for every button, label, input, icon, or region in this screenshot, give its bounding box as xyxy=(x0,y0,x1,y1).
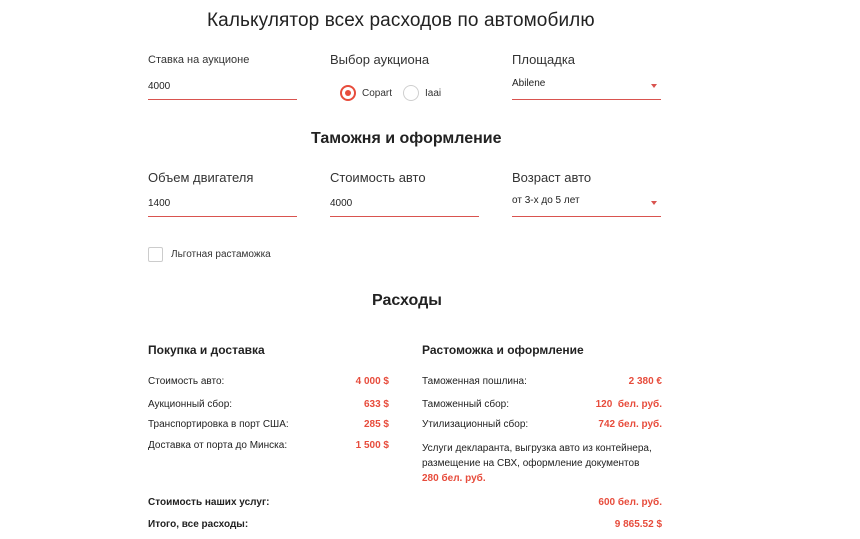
radio-iaai[interactable] xyxy=(403,85,441,101)
engine-volume-field[interactable] xyxy=(148,193,297,217)
chevron-down-icon xyxy=(651,201,657,205)
radio-iaai-label: Iaai xyxy=(425,87,442,99)
radio-copart[interactable] xyxy=(340,85,392,101)
purchase-row-label: Транспортировка в порт США: xyxy=(148,419,289,430)
auction-bid-input[interactable] xyxy=(148,79,297,94)
auction-bid-field[interactable] xyxy=(148,76,297,100)
radio-copart-label: Copart xyxy=(362,87,393,99)
chevron-down-icon xyxy=(651,84,657,88)
site-select[interactable] xyxy=(512,76,661,100)
engine-volume-input[interactable] xyxy=(148,196,297,211)
purchase-row-label: Аукционный сбор: xyxy=(148,399,233,410)
total-label: Итого, все расходы: xyxy=(148,519,249,530)
our-services-value: 600 бел. руб. xyxy=(598,497,662,508)
customs-section-title: Таможня и оформление xyxy=(311,130,502,147)
car-cost-input[interactable] xyxy=(330,196,479,211)
expenses-section-title: Расходы xyxy=(372,292,442,309)
car-age-select[interactable] xyxy=(512,193,661,217)
preferential-customs-label: Льготная растаможка xyxy=(171,249,271,260)
purchase-row-value: 4 000 $ xyxy=(355,376,389,387)
purchase-row-label: Стоимость авто: xyxy=(148,376,225,387)
customs-row-value: 2 380 € xyxy=(628,376,662,387)
declarant-services-line2: размещение на СВХ, оформление документов xyxy=(422,458,640,469)
engine-volume-label: Объем двигателя xyxy=(148,170,254,185)
site-select-value: Abilene xyxy=(512,78,546,89)
radio-copart-indicator xyxy=(340,85,356,101)
declarant-services xyxy=(422,441,672,486)
radio-iaai-indicator xyxy=(403,85,419,101)
car-cost-field[interactable] xyxy=(330,193,479,217)
declarant-services-line1: Услуги декларанта, выгрузка авто из контейнера, xyxy=(422,443,652,454)
checkbox-box xyxy=(148,247,163,262)
preferential-customs-checkbox[interactable] xyxy=(148,247,271,262)
customs-row-label: Таможенная пошлина: xyxy=(422,376,527,387)
customs-clearance-heading: Растоможка и оформление xyxy=(422,343,584,357)
customs-row-label: Таможенный сбор: xyxy=(422,399,510,410)
car-cost-label: Стоимость авто xyxy=(330,170,426,185)
purchase-row-value: 285 $ xyxy=(363,419,389,430)
auction-choice-label: Выбор аукциона xyxy=(330,52,430,67)
total-value: 9 865.52 $ xyxy=(614,519,662,530)
customs-row-label: Утилизационный сбор: xyxy=(422,419,529,430)
site-label: Площадка xyxy=(512,52,576,67)
car-age-select-value: от 3-х до 5 лет xyxy=(512,195,580,206)
purchase-row-value: 633 $ xyxy=(363,399,389,410)
auction-bid-label: Ставка на аукционе xyxy=(148,54,250,66)
car-age-label: Возраст авто xyxy=(512,170,592,185)
page-title: Калькулятор всех расходов по автомобилю xyxy=(207,10,595,31)
customs-row-value: 742 бел. руб. xyxy=(598,419,662,430)
declarant-services-price: 280 бел. руб. xyxy=(422,473,486,484)
our-services-label: Стоимость наших услуг: xyxy=(148,497,270,508)
purchase-row-label: Доставка от порта до Минска: xyxy=(148,440,288,451)
purchase-row-value: 1 500 $ xyxy=(355,440,389,451)
customs-row-value: 120 бел. руб. xyxy=(595,399,662,410)
purchase-heading: Покупка и доставка xyxy=(148,343,265,357)
